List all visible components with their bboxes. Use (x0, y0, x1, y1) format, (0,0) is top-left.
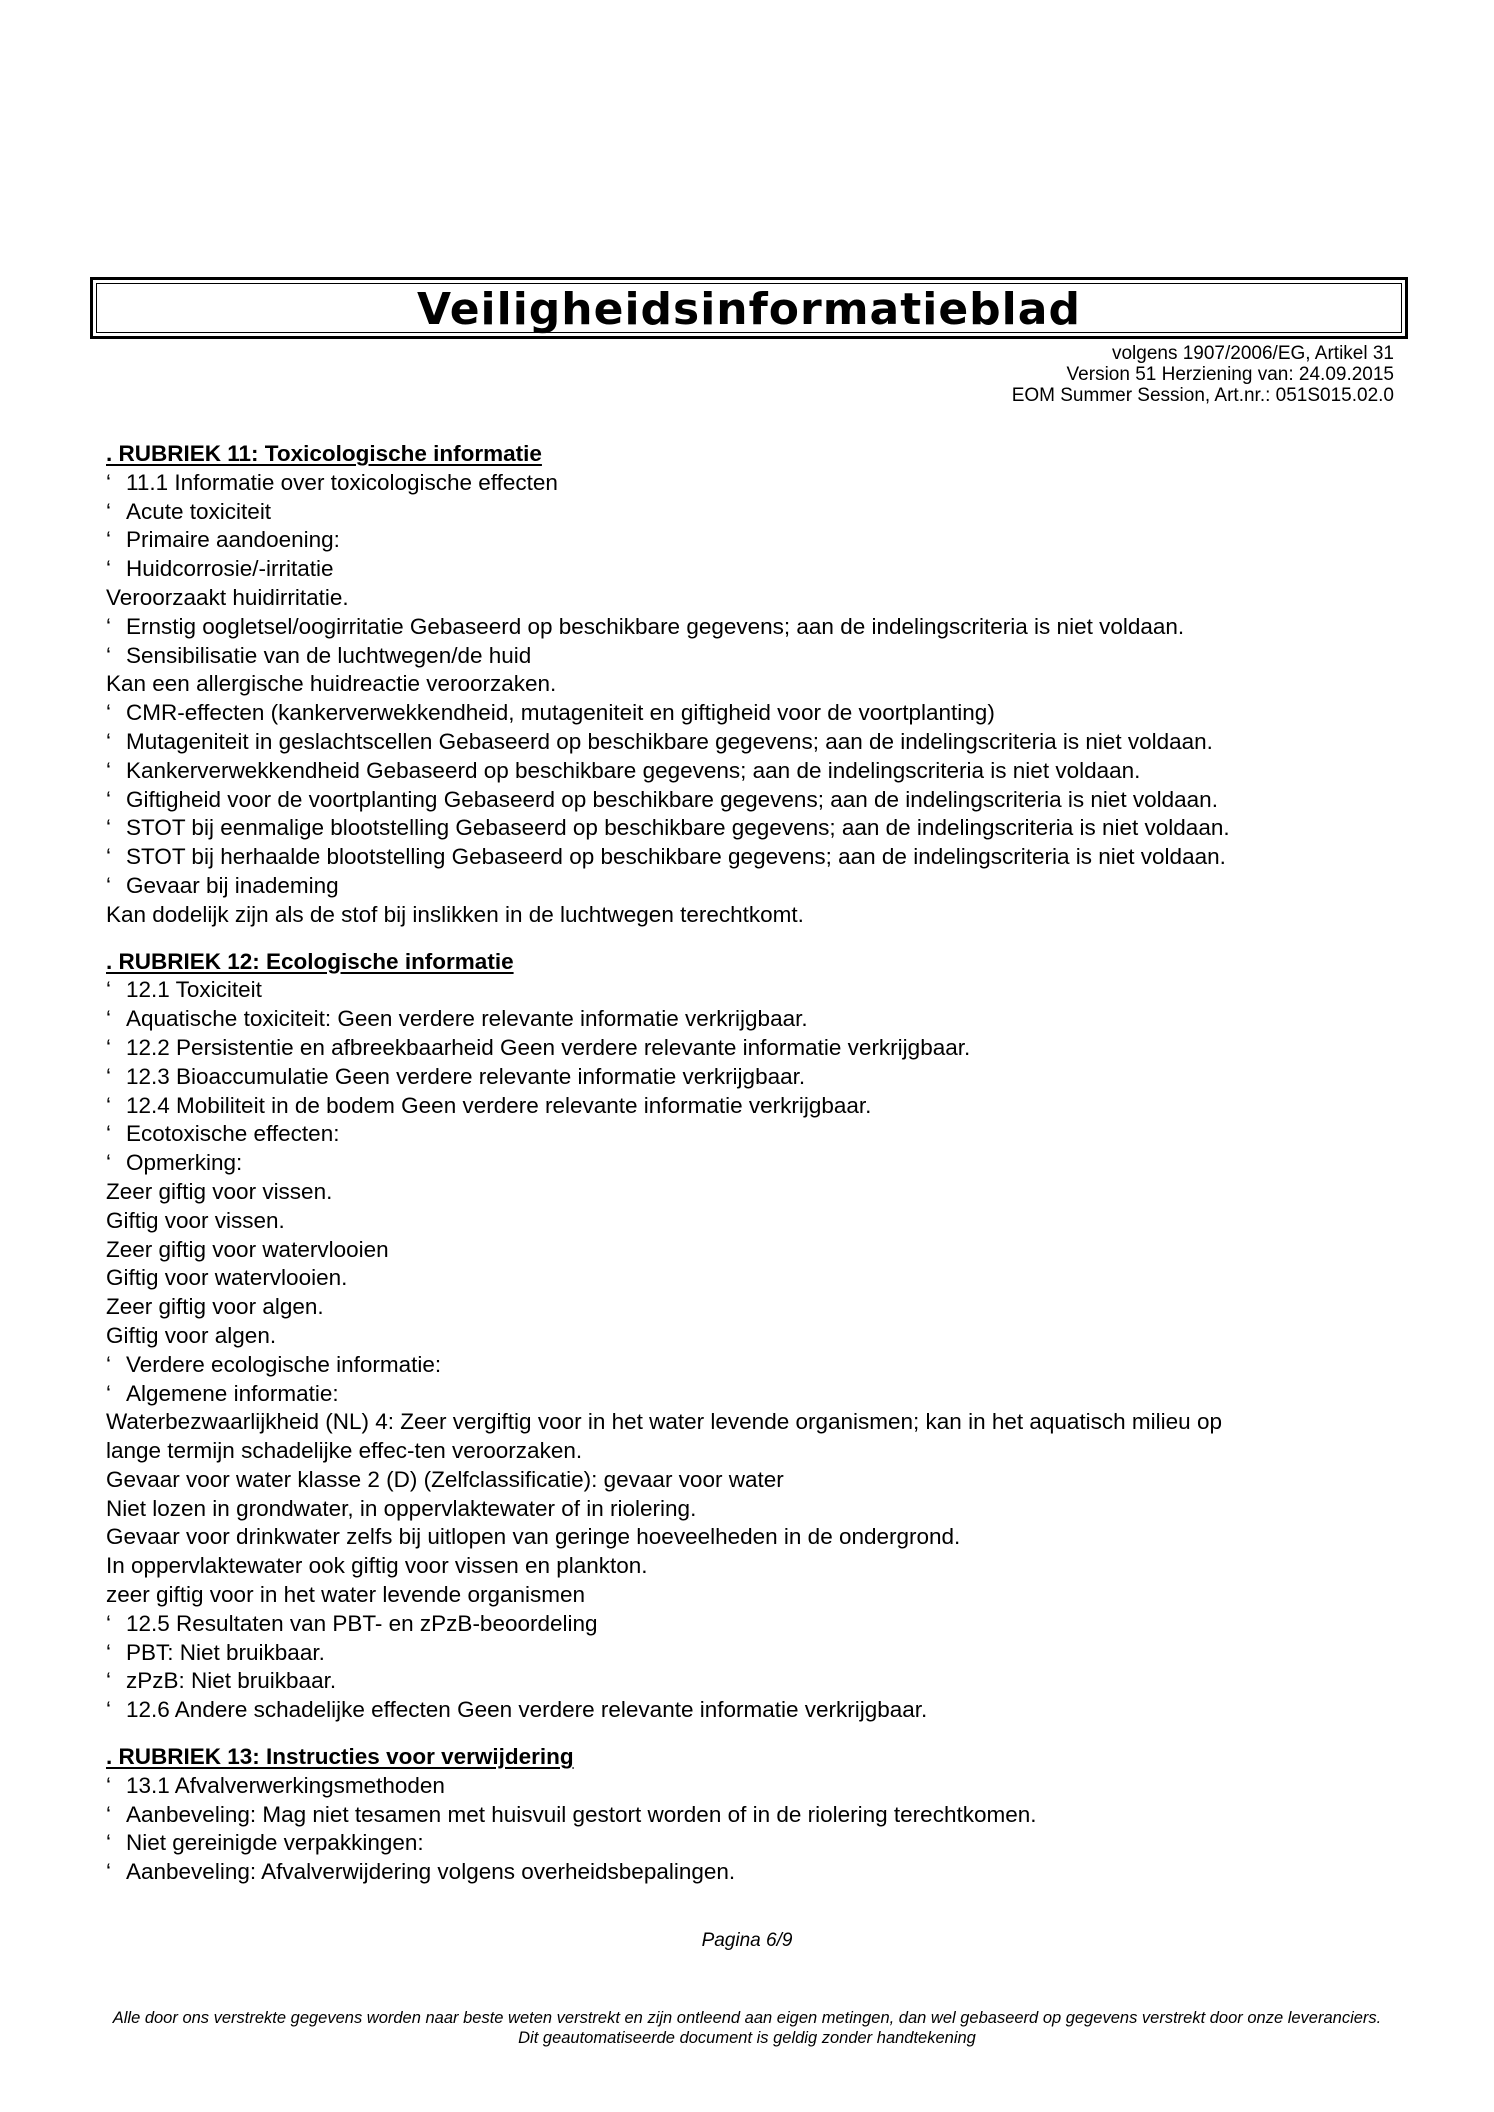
footer-disclaimer-text: Alle door ons verstrekte gegevens worden naar beste weten verstrekt en zijn ontleend aan eigen metingen, dan wel gebaseerd op gegevens verstrekt door onze leveranciers. (112, 2009, 1382, 2027)
line-text: Veroorzaakt huidirritatie. (106, 584, 349, 610)
line-text: Opmerking: (126, 1150, 243, 1176)
text-line (106, 1063, 1396, 1092)
line-text: Kankerverwekkendheid Gebaseerd op beschikbare gegevens; aan de indelingscriteria is niet voldaan. (126, 757, 1141, 783)
line-text: zPzB: Niet bruikbaar. (126, 1668, 337, 1694)
bullet-mark: ‘ (106, 1697, 111, 1723)
text-line (106, 1408, 1396, 1437)
bullet-mark: ‘ (106, 498, 111, 524)
line-text: Zeer giftig voor watervlooien (106, 1236, 389, 1262)
text-line (106, 757, 1396, 786)
bullet-mark: ‘ (106, 469, 111, 495)
section-heading: . RUBRIEK 12: Ecologische informatie (106, 948, 514, 974)
text-line (106, 1639, 1396, 1668)
line-text: Mutageniteit in geslachtscellen Gebaseerd op beschikbare gegevens; aan de indelingscriteria is niet voldaan. (126, 728, 1213, 754)
line-text: 12.1 Toxiciteit (126, 977, 262, 1003)
line-text: Verdere ecologische informatie: (126, 1351, 442, 1377)
text-line (106, 1322, 1396, 1351)
bullet-mark: ‘ (106, 527, 111, 553)
text-line (106, 1380, 1396, 1409)
line-text: PBT: Niet bruikbaar. (126, 1639, 325, 1665)
footer-disclaimer (110, 2008, 1384, 2048)
text-line (106, 584, 1396, 613)
bullet-mark: ‘ (106, 1859, 111, 1885)
bullet-mark: ‘ (106, 1610, 111, 1636)
bullet-mark: ‘ (106, 700, 111, 726)
line-text: Zeer giftig voor vissen. (106, 1178, 333, 1204)
version-info: Version 51 Herziening van: 24.09.2015 (1066, 364, 1394, 385)
line-text: Giftig voor algen. (106, 1322, 277, 1348)
line-text: In oppervlaktewater ook giftig voor vissen en plankton. (106, 1553, 648, 1579)
text-line (106, 1552, 1396, 1581)
line-text: Kan dodelijk zijn als de stof bij inslikken in de luchtwegen terechtkomt. (106, 901, 804, 927)
bullet-mark: ‘ (106, 1830, 111, 1856)
line-text: 12.6 Andere schadelijke effecten Geen verdere relevante informatie verkrijgbaar. (126, 1697, 928, 1723)
text-line (106, 1120, 1396, 1149)
text-line (106, 1667, 1396, 1696)
header-meta (1012, 343, 1394, 406)
text-line (106, 1437, 1396, 1466)
text-line (106, 555, 1396, 584)
line-text: STOT bij eenmalige blootstelling Gebaseerd op beschikbare gegevens; aan de indelingscriteria is niet voldaan. (126, 815, 1230, 841)
text-line (106, 1696, 1396, 1725)
line-text: 12.4 Mobiliteit in de bodem Geen verdere relevante informatie verkrijgbaar. (126, 1092, 872, 1118)
bullet-mark: ‘ (106, 1801, 111, 1827)
bullet-mark: ‘ (106, 844, 111, 870)
text-line (106, 1495, 1396, 1524)
text-line (106, 1207, 1396, 1236)
line-text: Niet lozen in grondwater, in oppervlaktewater of in riolering. (106, 1495, 697, 1521)
bullet-mark: ‘ (106, 872, 111, 898)
bullet-mark: ‘ (106, 1121, 111, 1147)
line-text: Ecotoxische effecten: (126, 1121, 340, 1147)
text-line (106, 1293, 1396, 1322)
text-line (106, 814, 1396, 843)
text-line (106, 1092, 1396, 1121)
text-line (106, 872, 1396, 901)
text-line (106, 786, 1396, 815)
line-text: Acute toxiciteit (126, 498, 272, 524)
section-spacer (106, 930, 1396, 948)
line-text: 12.3 Bioaccumulatie Geen verdere relevante informatie verkrijgbaar. (126, 1063, 806, 1089)
footer-signature-note: Dit geautomatiseerde document is geldig zonder handtekening (518, 2029, 976, 2047)
line-text: Primaire aandoening: (126, 527, 340, 553)
line-text: Waterbezwaarlijkheid (NL) 4: Zeer vergiftig voor in het water levende organismen; kan in het aquatisch milieu op (106, 1409, 1222, 1435)
text-line (106, 1005, 1396, 1034)
line-text: STOT bij herhaalde blootstelling Gebaseerd op beschikbare gegevens; aan de indelingscriteria is niet voldaan. (126, 844, 1226, 870)
text-line (106, 469, 1396, 498)
line-text: Ernstig oogletsel/oogirritatie Gebaseerd op beschikbare gegevens; aan de indelingscriteria is niet voldaan. (126, 613, 1185, 639)
bullet-mark: ‘ (106, 1150, 111, 1176)
line-text: Kan een allergische huidreactie veroorzaken. (106, 671, 557, 697)
text-line (106, 901, 1396, 930)
text-line (106, 976, 1396, 1005)
bullet-mark: ‘ (106, 1772, 111, 1798)
text-line (106, 1178, 1396, 1207)
bullet-mark: ‘ (106, 1351, 111, 1377)
title-box (90, 277, 1408, 339)
line-text: Sensibilisatie van de luchtwegen/de huid (126, 642, 532, 668)
line-text: 12.2 Persistentie en afbreekbaarheid Geen verdere relevante informatie verkrijgbaar. (126, 1034, 971, 1060)
text-line (106, 498, 1396, 527)
line-text: Algemene informatie: (126, 1380, 339, 1406)
bullet-mark: ‘ (106, 1034, 111, 1060)
line-text: CMR-effecten (kankerverwekkendheid, mutageniteit en giftigheid voor de voortplanting) (126, 700, 995, 726)
line-text: Niet gereinigde verpakkingen: (126, 1830, 424, 1856)
line-text: Giftigheid voor de voortplanting Gebaseerd op beschikbare gegevens; aan de indelingscriteria is niet voldaan. (126, 786, 1218, 812)
bullet-mark: ‘ (106, 1380, 111, 1406)
text-line (106, 1581, 1396, 1610)
bullet-mark: ‘ (106, 815, 111, 841)
line-text: 12.5 Resultaten van PBT- en zPzB-beoordeling (126, 1610, 598, 1636)
text-line (106, 526, 1396, 555)
text-line (106, 1466, 1396, 1495)
text-line (106, 1610, 1396, 1639)
line-text: Aanbeveling: Afvalverwijdering volgens overheidsbepalingen. (126, 1859, 736, 1885)
regulation-reference: volgens 1907/2006/EG, Artikel 31 (1111, 343, 1394, 364)
line-text: Aquatische toxiciteit: Geen verdere relevante informatie verkrijgbaar. (126, 1006, 808, 1032)
text-line (106, 1264, 1396, 1293)
bullet-mark: ‘ (106, 1063, 111, 1089)
line-text: 11.1 Informatie over toxicologische effecten (126, 469, 558, 495)
line-text: Gevaar bij inademing (126, 872, 339, 898)
line-text: lange termijn schadelijke effec-ten veroorzaken. (106, 1438, 583, 1464)
text-line (106, 1149, 1396, 1178)
text-line (106, 1772, 1396, 1801)
text-line (106, 1801, 1396, 1830)
bullet-mark: ‘ (106, 1639, 111, 1665)
line-text: Zeer giftig voor algen. (106, 1294, 324, 1320)
product-info: EOM Summer Session, Art.nr.: 051S015.02.0 (1011, 385, 1394, 406)
line-text: Aanbeveling: Mag niet tesamen met huisvuil gestort worden of in de riolering terechtkomen. (126, 1801, 1037, 1827)
line-text: Gevaar voor drinkwater zelfs bij uitlopen van geringe hoeveelheden in de ondergrond. (106, 1524, 961, 1550)
document-body (106, 440, 1396, 1887)
bullet-mark: ‘ (106, 1006, 111, 1032)
text-line (106, 613, 1396, 642)
text-line (106, 728, 1396, 757)
text-line (106, 642, 1396, 671)
text-line (106, 1351, 1396, 1380)
text-line (106, 843, 1396, 872)
text-line (106, 1858, 1396, 1887)
text-line (106, 1829, 1396, 1858)
text-line (106, 699, 1396, 728)
bullet-mark: ‘ (106, 786, 111, 812)
bullet-mark: ‘ (106, 977, 111, 1003)
line-text: Giftig voor vissen. (106, 1207, 285, 1233)
document-title: Veiligheidsinformatieblad (417, 284, 1081, 335)
bullet-mark: ‘ (106, 1668, 111, 1694)
bullet-mark: ‘ (106, 642, 111, 668)
line-text: Huidcorrosie/-irritatie (126, 556, 334, 582)
line-text: 13.1 Afvalverwerkingsmethoden (126, 1772, 445, 1798)
bullet-mark: ‘ (106, 613, 111, 639)
bullet-mark: ‘ (106, 1092, 111, 1118)
line-text: Gevaar voor water klasse 2 (D) (Zelfclassificatie): gevaar voor water (106, 1466, 784, 1492)
title-box-inner (96, 283, 1402, 333)
text-line (106, 1034, 1396, 1063)
bullet-mark: ‘ (106, 757, 111, 783)
page-number: Pagina 6/9 (701, 1930, 793, 1951)
section-heading: . RUBRIEK 11: Toxicologische informatie (106, 441, 542, 466)
line-text: zeer giftig voor in het water levende organismen (106, 1582, 586, 1608)
bullet-mark: ‘ (106, 556, 111, 582)
section-spacer (106, 1725, 1396, 1743)
text-line (106, 1523, 1396, 1552)
text-line (106, 670, 1396, 699)
line-text: Giftig voor watervlooien. (106, 1265, 348, 1291)
section-heading: . RUBRIEK 13: Instructies voor verwijdering (106, 1744, 574, 1770)
bullet-mark: ‘ (106, 728, 111, 754)
text-line (106, 1236, 1396, 1265)
